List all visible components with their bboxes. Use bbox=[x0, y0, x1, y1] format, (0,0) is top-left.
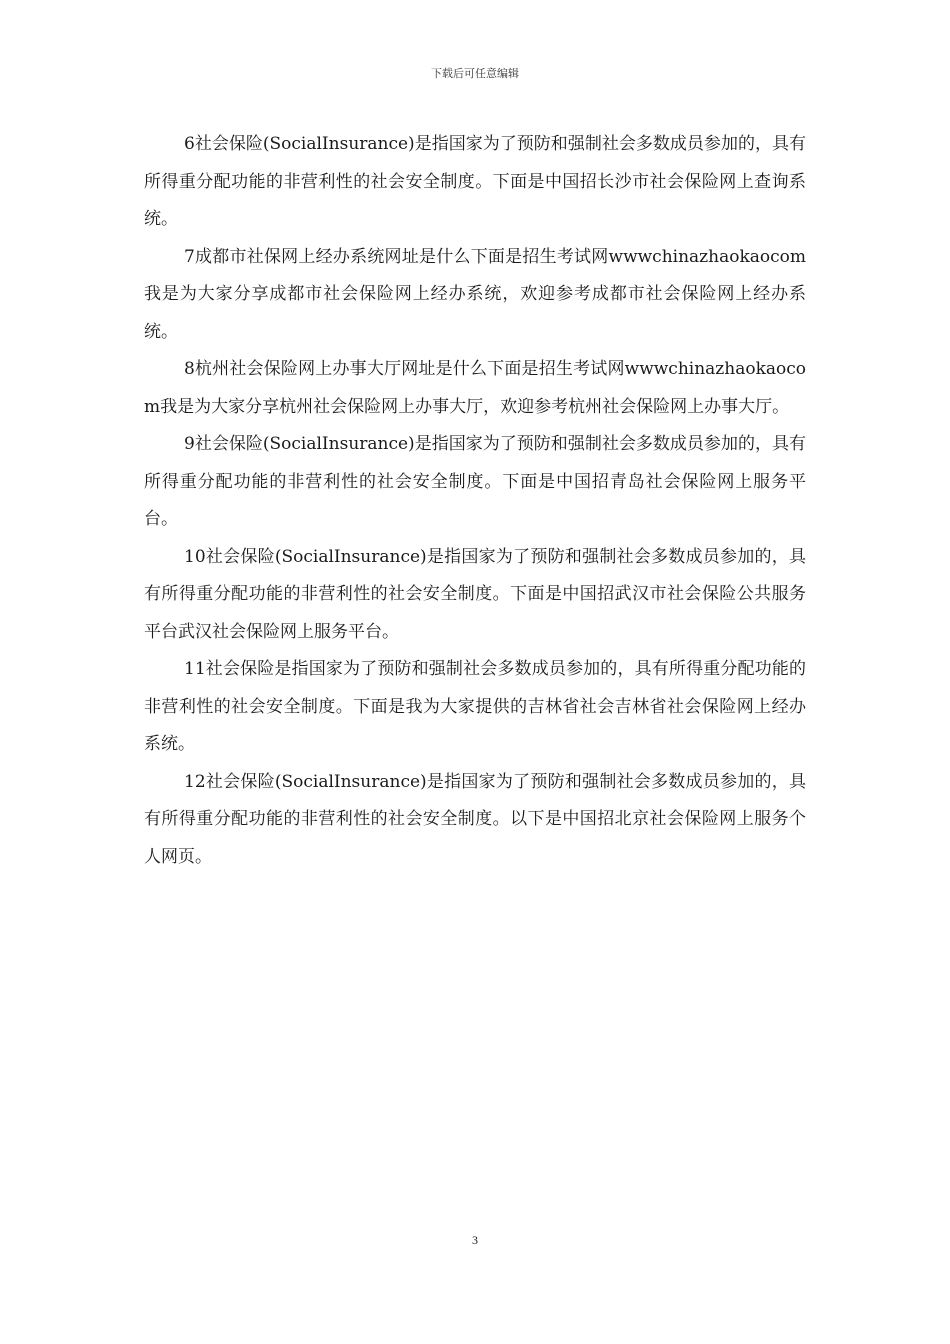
paragraph-11: 11社会保险是指国家为了预防和强制社会多数成员参加的，具有所得重分配功能的非营利性的社会安全制度。下面是我为大家提供的吉林省社会吉林省社会保险网上经办系统。 bbox=[144, 659, 806, 754]
paragraph-8: 8杭州社会保险网上办事大厅网址是什么下面是招生考试网wwwchinazhaokaocom我是为大家分享杭州社会保险网上办事大厅，欢迎参考杭州社会保险网上办事大厅。 bbox=[144, 359, 806, 417]
paragraph-7: 7成都市社保网上经办系统网址是什么下面是招生考试网wwwchinazhaokaocom我是为大家分享成都市社会保险网上经办系统，欢迎参考成都市社会保险网上经办系统。 bbox=[144, 246, 806, 342]
paragraph-12: 12社会保险(SocialInsurance)是指国家为了预防和强制社会多数成员参加的，具有所得重分配功能的非营利性的社会安全制度。以下是中国招北京社会保险网上服务个人网页。 bbox=[144, 771, 806, 867]
page-header: 下载后可任意编辑 bbox=[431, 67, 519, 80]
document-body bbox=[144, 126, 806, 876]
page-number: 3 bbox=[472, 1233, 478, 1247]
paragraph-6: 6社会保险(SocialInsurance)是指国家为了预防和强制社会多数成员参加的，具有所得重分配功能的非营利性的社会安全制度。下面是中国招长沙市社会保险网上查询系统。 bbox=[144, 134, 806, 229]
paragraph-9: 9社会保险(SocialInsurance)是指国家为了预防和强制社会多数成员参加的，具有所得重分配功能的非营利性的社会安全制度。下面是中国招青岛社会保险网上服务平台。 bbox=[144, 434, 806, 529]
paragraph-10: 10社会保险(SocialInsurance)是指国家为了预防和强制社会多数成员参加的，具有所得重分配功能的非营利性的社会安全制度。下面是中国招武汉市社会保险公共服务平台武汉社会保险网上服务平台。 bbox=[144, 546, 806, 642]
